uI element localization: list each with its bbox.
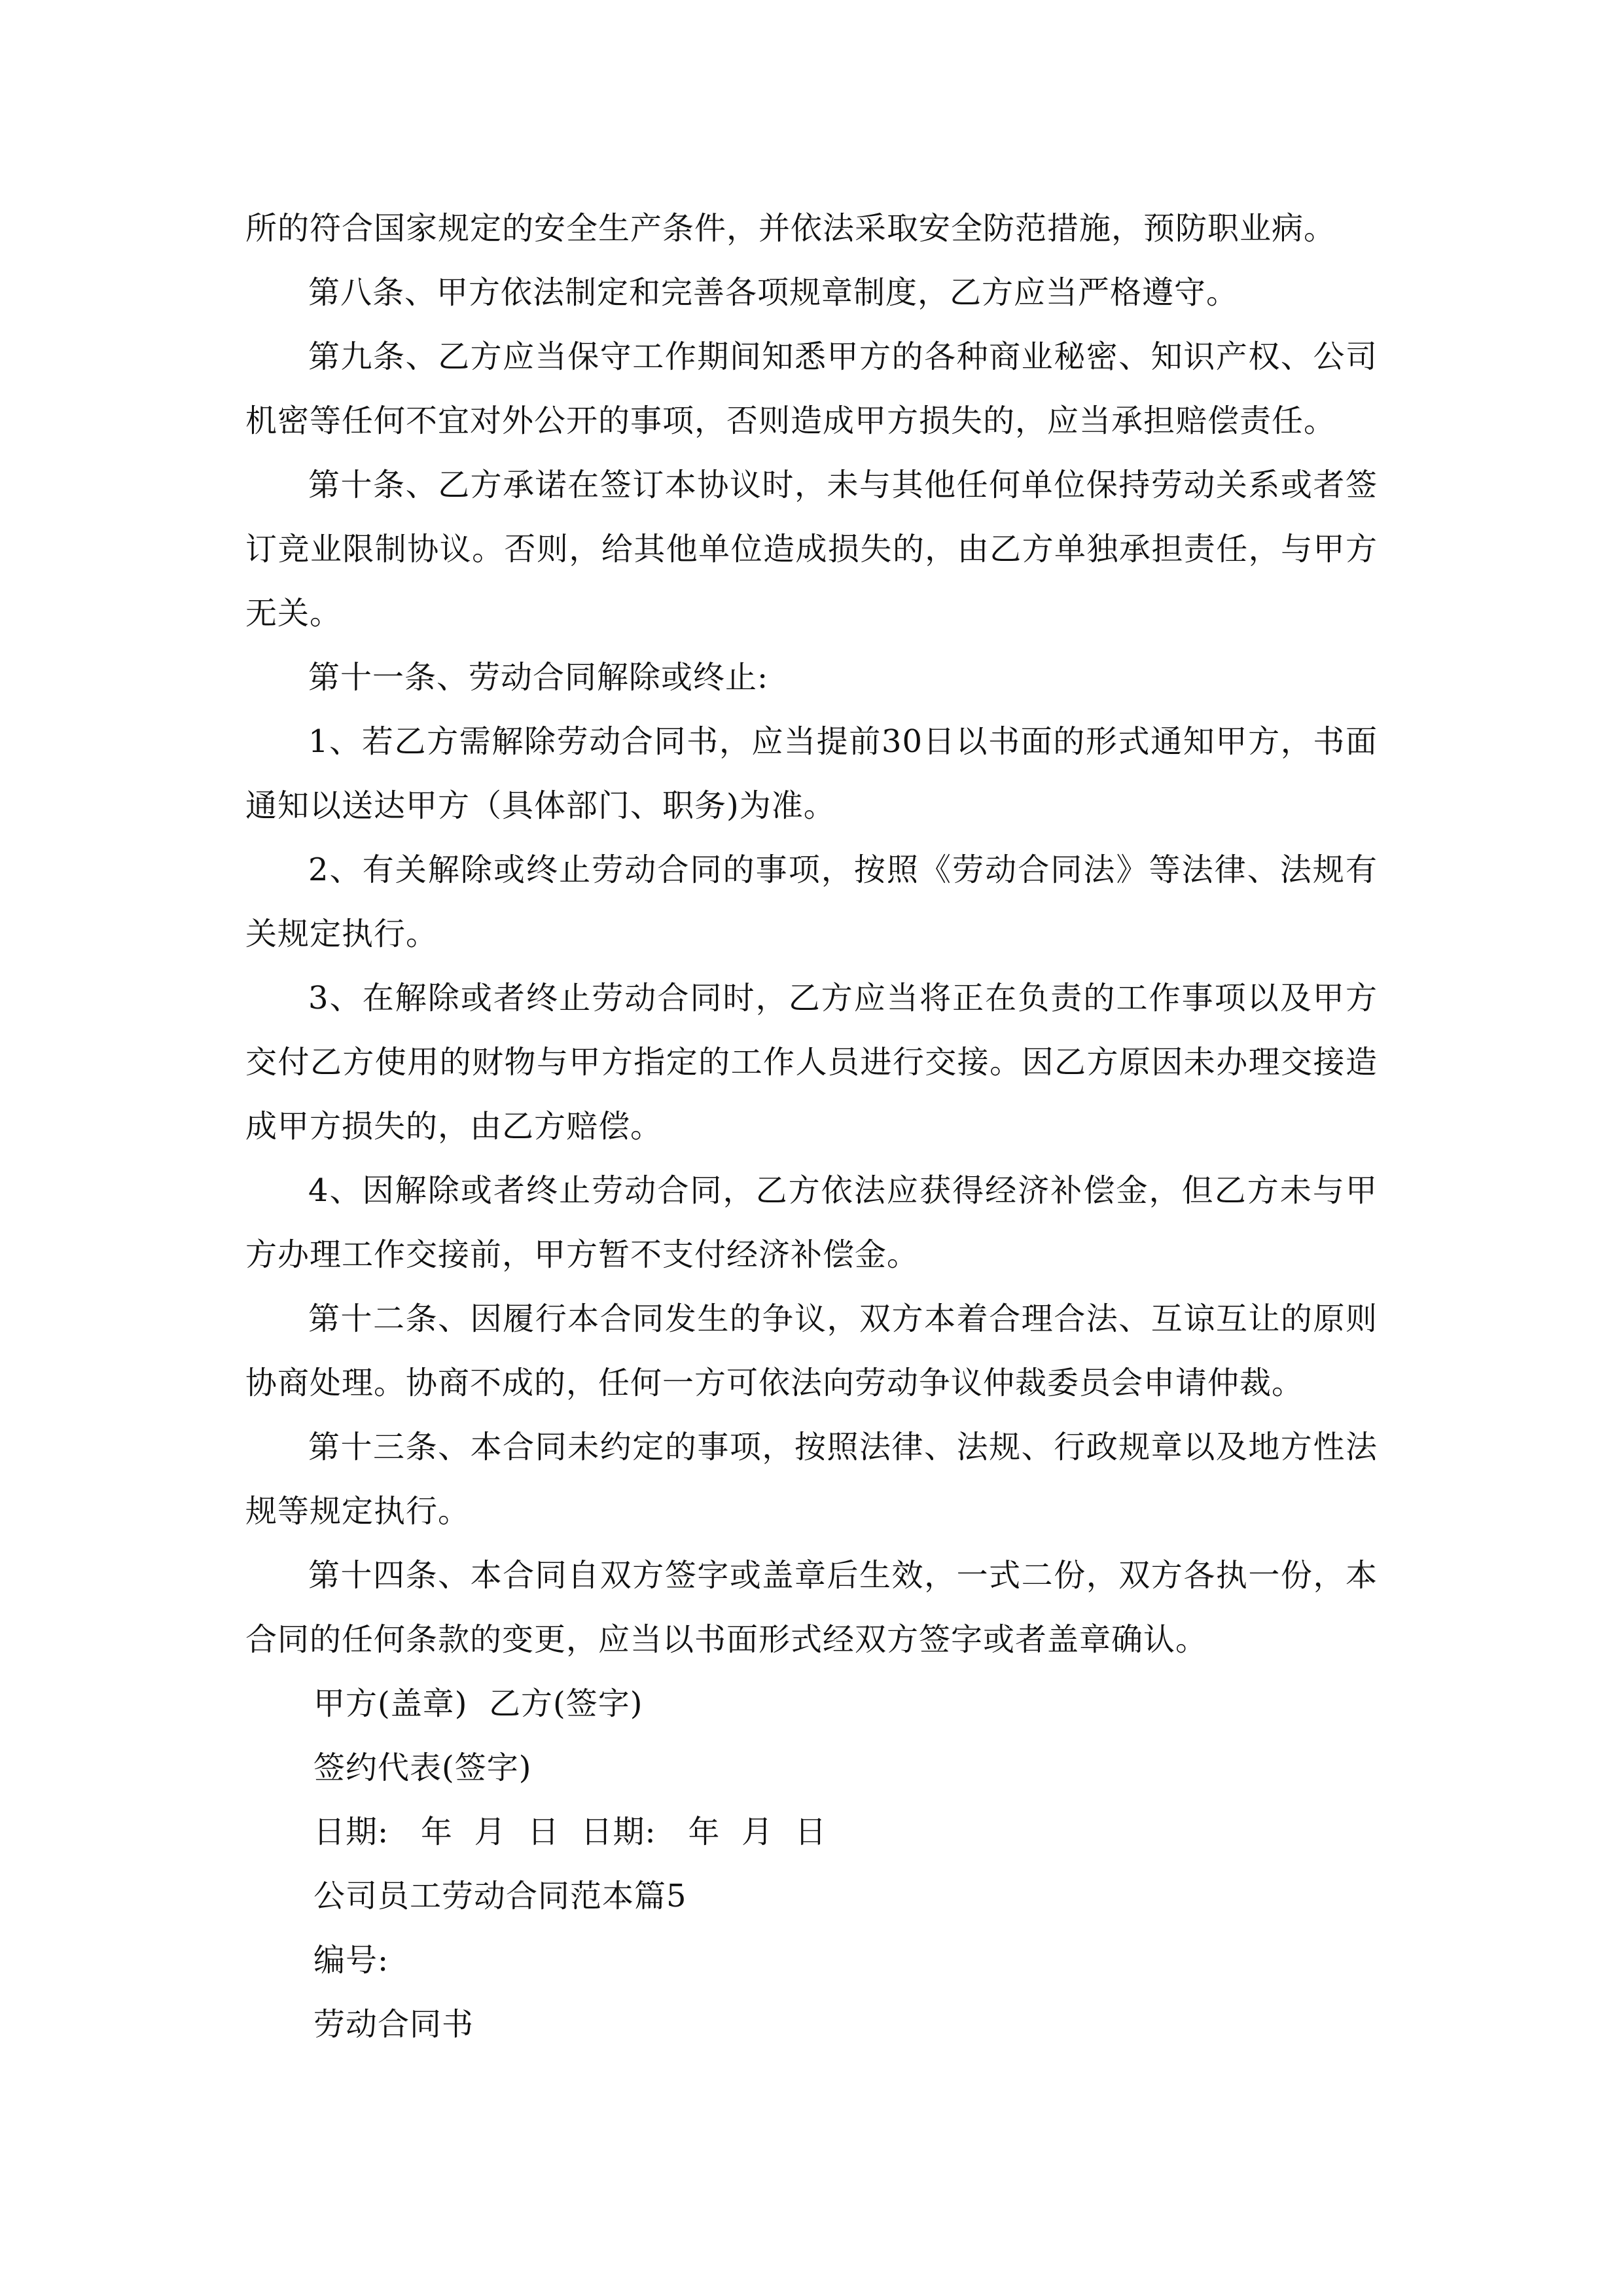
article-11-item-3: 3、在解除或者终止劳动合同时，乙方应当将正在负责的工作事项以及甲方交付乙方使用的财物与甲方指定的工作人员进行交接。因乙方原因未办理交接造成甲方损失的，由乙方赔偿。 — [245, 980, 1378, 1145]
contract-title: 劳动合同书 — [313, 2006, 474, 2043]
document-body — [245, 196, 1378, 2056]
article-11-item-2: 2、有关解除或终止劳动合同的事项，按照《劳动合同法》等法律、法规有关规定执行。 — [245, 852, 1378, 952]
article-11-heading: 第十一条、劳动合同解除或终止: — [308, 659, 769, 696]
article-12: 第十二条、因履行本合同发生的争议，双方本着合理合法、互谅互让的原则协商处理。协商不成的，任何一方可依法向劳动争议仲裁委员会申请仲裁。 — [245, 1300, 1378, 1401]
section-title: 公司员工劳动合同范本篇5 — [313, 1878, 687, 1914]
signature-representative-line: 签约代表(签字) — [313, 1749, 532, 1786]
article-11-item-4: 4、因解除或者终止劳动合同，乙方依法应获得经济补偿金，但乙方未与甲方办理工作交接前，甲方暂不支付经济补偿金。 — [245, 1172, 1378, 1273]
article-13: 第十三条、本合同未约定的事项，按照法律、法规、行政规章以及地方性法规等规定执行。 — [245, 1429, 1378, 1530]
article-9: 第九条、乙方应当保守工作期间知悉甲方的各种商业秘密、知识产权、公司机密等任何不宜对外公开的事项，否则造成甲方损失的，应当承担赔偿责任。 — [245, 338, 1378, 439]
signature-date-line: 日期: 年 月 日 日期: 年 月 日 — [313, 1814, 827, 1850]
article-10: 第十条、乙方承诺在签订本协议时，未与其他任何单位保持劳动关系或者签订竞业限制协议。否则，给其他单位造成损失的，由乙方单独承担责任，与甲方无关。 — [245, 467, 1378, 632]
article-8: 第八条、甲方依法制定和完善各项规章制度，乙方应当严格遵守。 — [308, 274, 1239, 311]
contract-number-label: 编号: — [313, 1942, 389, 1979]
article-14: 第十四条、本合同自双方签字或盖章后生效，一式二份，双方各执一份，本合同的任何条款的变更，应当以书面形式经双方签字或者盖章确认。 — [245, 1557, 1378, 1658]
signature-party-line: 甲方(盖章) 乙方(签字) — [313, 1685, 643, 1722]
article-11-item-1: 1、若乙方需解除劳动合同书，应当提前30日以书面的形式通知甲方，书面通知以送达甲方（具体部门、职务)为准。 — [245, 723, 1378, 824]
paragraph-continuation: 所的符合国家规定的安全生产条件，并依法采取安全防范措施，预防职业病。 — [245, 210, 1336, 247]
